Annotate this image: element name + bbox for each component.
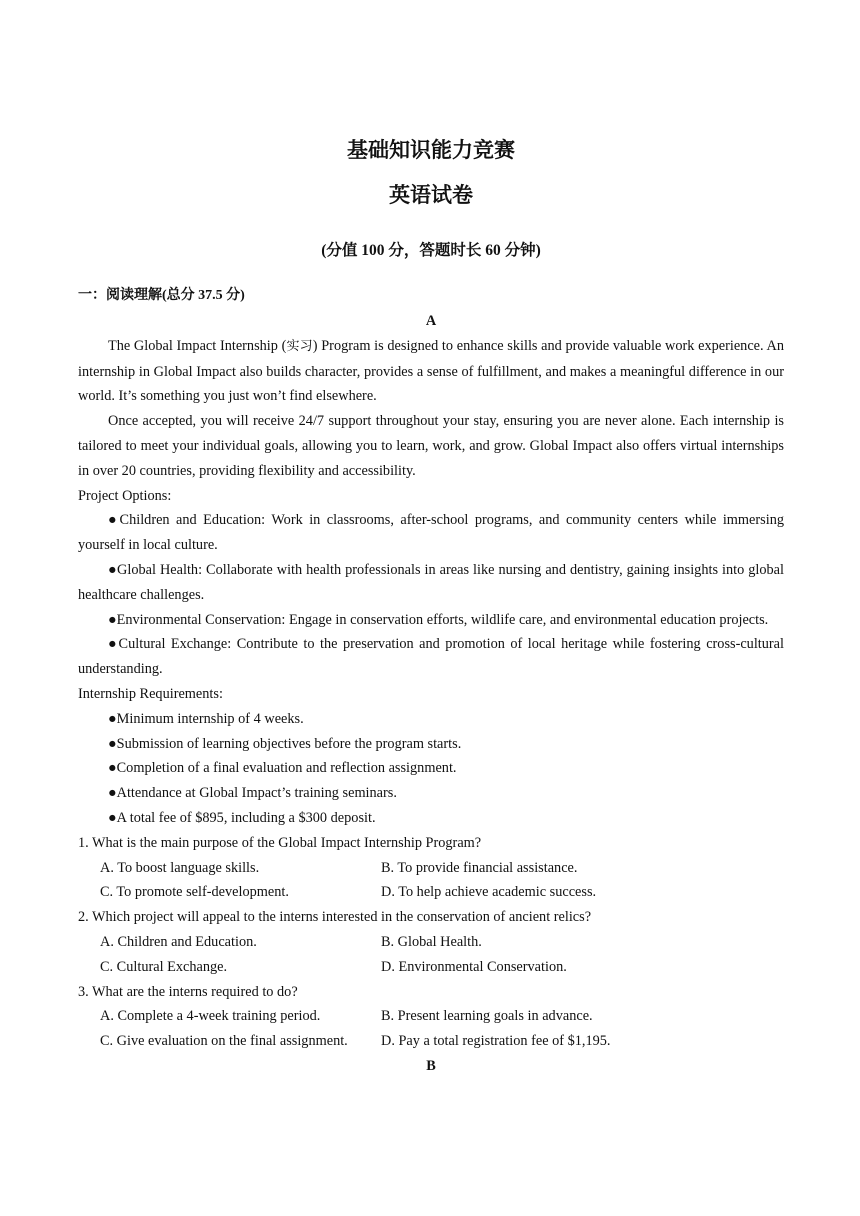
requirement-item: ●Attendance at Global Impact’s training seminars. bbox=[108, 785, 397, 802]
question-options bbox=[78, 1004, 784, 1054]
option-d: D. Pay a total registration fee of $1,195. bbox=[381, 1033, 611, 1050]
question-stem: 2. Which project will appeal to the interns interested in the conservation of ancient relics? bbox=[78, 909, 592, 926]
passage-a-label: A bbox=[425, 313, 437, 329]
question-3 bbox=[78, 980, 784, 1054]
paragraph-text: ) Program is designed to enhance skills and provide valuable work experience. An internship in Global Impact also builds character, provides a sense of fulfillment, and makes a meaningful difference in our world. It’s something you just won’t find elsewhere. bbox=[78, 337, 784, 405]
question-1 bbox=[78, 831, 784, 905]
question-options bbox=[78, 930, 784, 980]
exam-info: (分值 100 分，答题时长 60 分钟) bbox=[321, 242, 541, 259]
option-a: A. Children and Education. bbox=[100, 933, 257, 950]
project-options-heading: Project Options: bbox=[78, 487, 172, 504]
option-a: A. Complete a 4-week training period. bbox=[100, 1008, 321, 1025]
option-d: D. To help achieve academic success. bbox=[381, 884, 597, 901]
cjk-gloss: 实习 bbox=[286, 338, 313, 354]
passage-a-paragraph-1 bbox=[78, 334, 784, 409]
option-c: C. Give evaluation on the final assignment. bbox=[100, 1033, 348, 1050]
option-b: B. Global Health. bbox=[381, 933, 482, 950]
project-item: ●Cultural Exchange: Contribute to the preservation and promotion of local heritage while fostering cross-cultural understanding. bbox=[78, 636, 784, 678]
option-d: D. Environmental Conservation. bbox=[381, 958, 567, 975]
requirements-heading: Internship Requirements: bbox=[78, 685, 223, 702]
project-item: ●Global Health: Collaborate with health professionals in areas like nursing and dentistry, gaining insights into global healthcare challenges. bbox=[78, 561, 784, 603]
question-stem: 3. What are the interns required to do? bbox=[78, 983, 298, 1000]
option-c: C. To promote self-development. bbox=[100, 884, 289, 901]
project-item: ●Environmental Conservation: Engage in conservation efforts, wildlife care, and environmental education projects. bbox=[108, 611, 769, 628]
passage-b-label: B bbox=[426, 1057, 436, 1074]
reading-section bbox=[78, 309, 784, 1079]
exam-title: 基础知识能力竞赛 bbox=[347, 138, 515, 162]
requirement-item: ●Completion of a final evaluation and reflection assignment. bbox=[108, 760, 457, 777]
option-b: B. Present learning goals in advance. bbox=[381, 1008, 593, 1025]
paragraph-text: The Global Impact Internship ( bbox=[108, 337, 287, 354]
exam-subtitle: 英语试卷 bbox=[389, 183, 473, 207]
option-b: B. To provide financial assistance. bbox=[381, 859, 578, 876]
requirement-item: ●Minimum internship of 4 weeks. bbox=[108, 710, 304, 727]
requirement-item: ●Submission of learning objectives before the program starts. bbox=[108, 735, 462, 752]
section-heading: 一：阅读理解(总分 37.5 分) bbox=[78, 288, 245, 303]
requirement-item: ●A total fee of $895, including a $300 deposit. bbox=[108, 809, 376, 826]
question-2 bbox=[78, 905, 784, 979]
option-c: C. Cultural Exchange. bbox=[100, 958, 228, 975]
passage-a-paragraph-2: Once accepted, you will receive 24/7 support throughout your stay, ensuring you are never alone. Each internship is tailored to meet your individual goals, allowing you to learn, work, and grow. Global Impact also offers virtual internships in over 20 countries, providing flexibility and accessibility. bbox=[78, 413, 784, 479]
option-a: A. To boost language skills. bbox=[100, 859, 260, 876]
question-stem: 1. What is the main purpose of the Global Impact Internship Program? bbox=[78, 834, 482, 851]
project-item: ●Children and Education: Work in classrooms, after-school programs, and community centers while immersing yourself in local culture. bbox=[78, 512, 784, 554]
question-options bbox=[78, 856, 784, 906]
